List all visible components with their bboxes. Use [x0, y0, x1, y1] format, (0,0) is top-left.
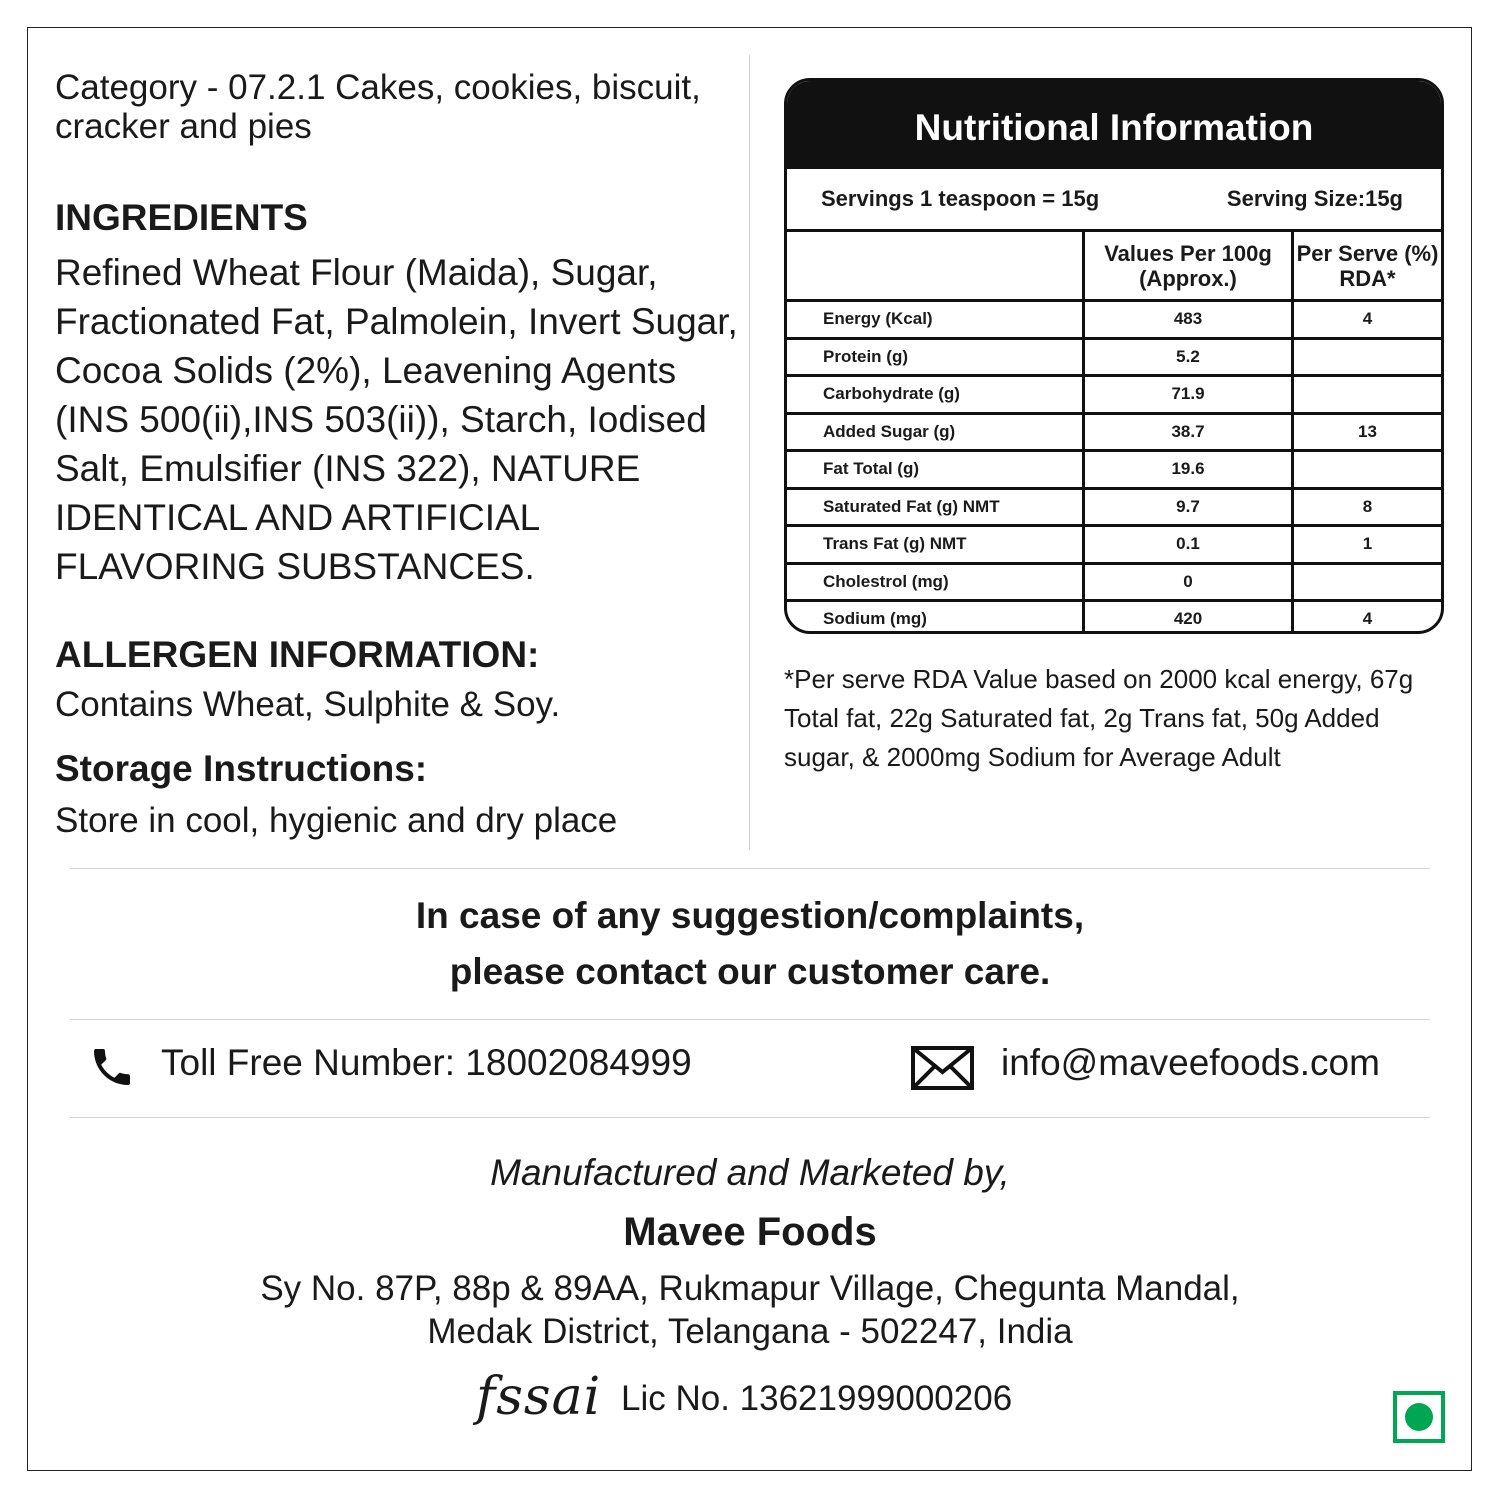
toll-free-number[interactable]: Toll Free Number: 18002084999 — [161, 1042, 692, 1083]
nutrient-rda — [1293, 563, 1442, 601]
nutrition-panel — [784, 78, 1444, 634]
divider-middle — [70, 1019, 1430, 1020]
nutrient-value: 9.7 — [1084, 488, 1293, 526]
allergen-heading: ALLERGEN INFORMATION: — [55, 634, 540, 675]
veg-mark-icon — [1393, 1391, 1445, 1443]
nutrient-name: Sodium (mg) — [787, 601, 1084, 635]
complaint-line-2: please contact our customer care. — [449, 951, 1051, 992]
serving-row — [787, 169, 1441, 232]
nutrient-name: Added Sugar (g) — [787, 413, 1084, 451]
nutrition-table — [787, 232, 1441, 634]
nutrition-row — [787, 563, 1441, 601]
nutrition-row — [787, 526, 1441, 564]
header-empty-cell — [787, 232, 1084, 301]
nutrient-value: 483 — [1084, 301, 1293, 339]
nutrient-value: 5.2 — [1084, 338, 1293, 376]
fssai-license: Lic No. 13621999000206 — [621, 1379, 1013, 1418]
servings-text: Servings 1 teaspoon = 15g — [821, 186, 1100, 211]
nutrient-rda: 4 — [1293, 301, 1442, 339]
header-rda-cell: Per Serve (%) RDA* — [1293, 232, 1442, 301]
nutrition-row — [787, 376, 1441, 414]
nutrition-row — [787, 451, 1441, 489]
email-address[interactable]: info@maveefoods.com — [1001, 1042, 1380, 1083]
storage-text: Store in cool, hygienic and dry place — [55, 801, 618, 840]
header-values-cell: Values Per 100g (Approx.) — [1084, 232, 1293, 301]
nutrient-rda: 13 — [1293, 413, 1442, 451]
nutrient-name: Cholestrol (mg) — [787, 563, 1084, 601]
manufacturer-address — [0, 1267, 1500, 1353]
manufactured-by-label: Manufactured and Marketed by, — [490, 1152, 1010, 1193]
nutrient-value: 38.7 — [1084, 413, 1293, 451]
nutrition-row — [787, 413, 1441, 451]
ingredients-text: Refined Wheat Flour (Maida), Sugar, Fractionated Fat, Palmolein, Invert Sugar, Cocoa Solids (2%), Leavening Agents (INS 500(ii),INS 503(ii)), Starch, Iodised Salt, Emulsifier (INS 322), NATURE IDENTICAL AND ARTIFICIAL FLAVORING SUBSTANCES. — [55, 252, 738, 587]
nutrient-rda — [1293, 376, 1442, 414]
complaint-line-1: In case of any suggestion/complaints, — [415, 895, 1085, 936]
nutrient-rda: 8 — [1293, 488, 1442, 526]
nutrient-rda: 1 — [1293, 526, 1442, 564]
phone-icon — [88, 1043, 136, 1091]
storage-heading: Storage Instructions: — [55, 748, 428, 789]
nutrition-row — [787, 301, 1441, 339]
nutrient-value: 420 — [1084, 601, 1293, 635]
ingredients-heading: INGREDIENTS — [55, 197, 308, 238]
column-divider — [749, 55, 750, 850]
address-line-1: Sy No. 87P, 88p & 89AA, Rukmapur Village, Chegunta Mandal, — [260, 1269, 1240, 1308]
nutrient-rda: 4 — [1362, 609, 1373, 629]
complaint-message — [0, 888, 1500, 1000]
nutrient-value: 0 — [1084, 563, 1293, 601]
nutrient-value: 71.9 — [1084, 376, 1293, 414]
manufacturer-name: Mavee Foods — [623, 1210, 877, 1254]
nutrient-name: Protein (g) — [787, 338, 1084, 376]
nutrient-name: Carbohydrate (g) — [787, 376, 1084, 414]
nutrient-name: Energy (Kcal) — [787, 301, 1084, 339]
nutrient-name: Fat Total (g) — [787, 451, 1084, 489]
serving-size-text: Serving Size:15g — [1226, 186, 1403, 211]
fssai-logo: fssai — [476, 1367, 602, 1427]
nutrient-value: 0.1 — [1084, 526, 1293, 564]
nutrition-row — [787, 338, 1441, 376]
nutrient-name: Saturated Fat (g) NMT — [787, 488, 1084, 526]
nutrient-rda — [1293, 338, 1442, 376]
nutrition-row — [787, 488, 1441, 526]
rda-footnote: *Per serve RDA Value based on 2000 kcal energy, 67g Total fat, 22g Saturated fat, 2g Trans fat, 50g Added sugar, & 2000mg Sodium for Average Adult — [784, 664, 1414, 772]
category-text: Category - 07.2.1 Cakes, cookies, biscuit, cracker and pies — [55, 68, 701, 146]
envelope-icon — [911, 1046, 974, 1090]
nutrient-name: Trans Fat (g) NMT — [787, 526, 1084, 564]
nutrient-value: 19.6 — [1084, 451, 1293, 489]
nutrition-title: Nutritional Information — [787, 81, 1441, 169]
allergen-text: Contains Wheat, Sulphite & Soy. — [55, 685, 561, 724]
left-column — [55, 68, 745, 841]
divider-top — [70, 868, 1430, 869]
address-line-2: Medak District, Telangana - 502247, India — [427, 1312, 1073, 1351]
nutrient-rda — [1293, 451, 1442, 489]
nutrition-header-row — [787, 232, 1441, 301]
veg-dot — [1405, 1403, 1433, 1431]
nutrition-row — [787, 601, 1441, 635]
divider-bottom — [70, 1117, 1430, 1118]
